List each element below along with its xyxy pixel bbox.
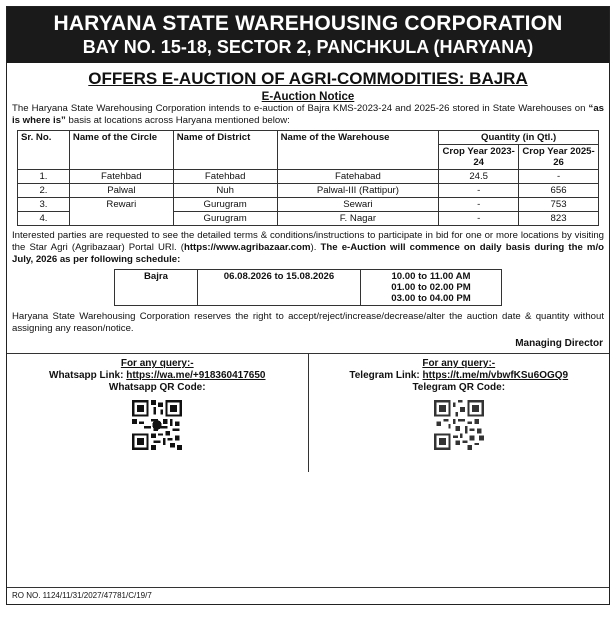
cell-sr: 3. — [18, 198, 70, 212]
cell-district: Gurugram — [173, 212, 277, 226]
table-row — [18, 184, 599, 198]
schedule-commodity: Bajra — [115, 270, 198, 306]
interest-text-2: ). — [310, 242, 321, 253]
telegram-label: Telegram Link: — [349, 370, 423, 381]
table-row — [18, 170, 599, 184]
table-row — [18, 198, 599, 212]
whatsapp-label: Whatsapp Link: — [49, 370, 127, 381]
contacts-section — [7, 353, 609, 472]
footer-divider — [7, 587, 609, 588]
telegram-link[interactable]: https://t.me/m/vbwfKSu6OGQ9 — [422, 370, 569, 381]
th-warehouse: Name of the Warehouse — [277, 131, 439, 170]
cell-circle: Fatehbad — [69, 170, 173, 184]
reserve-paragraph: Haryana State Warehousing Corporation reserves the right to accept/reject/increase/decrease/alter the auction date & quantity without assigning any reason/notice. — [12, 311, 604, 334]
whatsapp-contact — [7, 354, 308, 472]
cell-q1: 24.5 — [439, 170, 519, 184]
telegram-qr-icon[interactable] — [434, 400, 484, 450]
interest-text-1: Interested parties are requested to see the detailed terms & conditions/instructions to participate in bid for one or more locations by visiting the Star Agri (Agribazaar) Portal URl. ( — [12, 230, 604, 253]
cell-sr: 2. — [18, 184, 70, 198]
interest-bold: The e-Auction will commence on daily basis during the m/o July, 2026 as per following schedule: — [12, 242, 604, 265]
intro-bold: “as is where is” — [12, 103, 604, 126]
table-header-row — [18, 131, 599, 145]
telegram-qr-label: Telegram QR Code: — [412, 382, 506, 393]
cell-q1: - — [439, 212, 519, 226]
header-banner — [7, 7, 609, 63]
cell-circle: Rewari — [69, 198, 173, 226]
th-sr: Sr. No. — [18, 131, 70, 170]
slot-3: 03.00 to 04.00 PM — [391, 293, 471, 304]
cell-q2: 823 — [519, 212, 599, 226]
cell-circle: Palwal — [69, 184, 173, 198]
cell-district: Gurugram — [173, 198, 277, 212]
intro-paragraph — [7, 103, 609, 127]
cell-q2: - — [519, 170, 599, 184]
cell-district: Nuh — [173, 184, 277, 198]
notice-title: E-Auction Notice — [261, 91, 355, 103]
whatsapp-query: For any query:- — [120, 358, 194, 369]
cell-q2: 656 — [519, 184, 599, 198]
th-district: Name of District — [173, 131, 277, 170]
th-circle: Name of the Circle — [69, 131, 173, 170]
schedule-table — [114, 269, 502, 306]
signatory: Managing Director — [515, 338, 603, 349]
cell-q2: 753 — [519, 198, 599, 212]
whatsapp-qr-label: Whatsapp QR Code: — [108, 382, 206, 393]
schedule-slots — [361, 270, 502, 306]
th-crop-2025: Crop Year 2025-26 — [519, 145, 599, 170]
telegram-query: For any query:- — [422, 358, 496, 369]
ro-number: RO NO. 1124/11/31/2027/47781/C/19/7 — [12, 591, 152, 600]
schedule-dates: 06.08.2026 to 15.08.2026 — [198, 270, 361, 306]
slot-2: 01.00 to 02.00 PM — [391, 282, 471, 293]
cell-warehouse: Palwal-III (Rattipur) — [277, 184, 439, 198]
notice-page — [6, 6, 610, 605]
cell-warehouse: Sewari — [277, 198, 439, 212]
cell-warehouse: F. Nagar — [277, 212, 439, 226]
th-crop-2023: Crop Year 2023-24 — [439, 145, 519, 170]
cell-warehouse: Fatehabad — [277, 170, 439, 184]
interest-paragraph — [7, 230, 609, 266]
portal-link[interactable]: https://www.agribazaar.com — [183, 242, 311, 253]
intro-text-2: basis at locations across Haryana mentioned below: — [65, 115, 290, 126]
th-quantity: Quantity (in Qtl.) — [439, 131, 599, 145]
cell-sr: 1. — [18, 170, 70, 184]
cell-sr: 4. — [18, 212, 70, 226]
cell-q1: - — [439, 198, 519, 212]
warehouse-table — [17, 130, 599, 226]
intro-text-1: The Haryana State Warehousing Corporation intends to e-auction of Bajra KMS-2023-24 and 2025-26 stored in State Warehouses on — [12, 103, 589, 114]
cell-district: Fatehbad — [173, 170, 277, 184]
whatsapp-qr-icon[interactable] — [132, 400, 182, 450]
cell-q1: - — [439, 184, 519, 198]
whatsapp-link[interactable]: https://wa.me/+918360417650 — [126, 370, 266, 381]
slot-1: 10.00 to 11.00 AM — [391, 271, 471, 282]
org-title: HARYANA STATE WAREHOUSING CORPORATION — [53, 12, 563, 35]
offer-title: OFFERS E-AUCTION OF AGRI-COMMODITIES: BAJRA — [88, 69, 528, 88]
org-address: BAY NO. 15-18, SECTOR 2, PANCHKULA (HARYANA) — [82, 37, 534, 57]
telegram-contact — [308, 354, 610, 472]
